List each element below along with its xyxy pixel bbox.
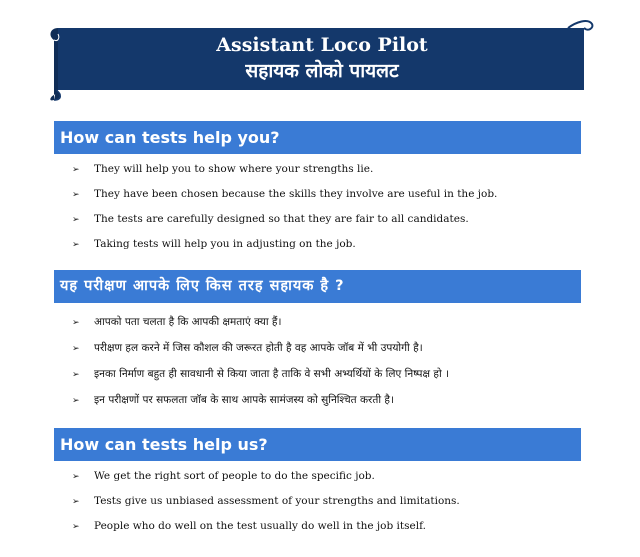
- list-item: ➢ People who do well on the test usually do well in the job itself.: [72, 514, 612, 539]
- section-list-help-you: [72, 157, 612, 257]
- section-list-help-you-hindi: [72, 309, 612, 413]
- section-header-help-you-hindi: यह परीक्षण आपके लिए किस तरह सहायक है ?: [54, 270, 581, 303]
- section-header-help-you: How can tests help you?: [54, 121, 581, 154]
- list-item: ➢ इनका निर्माण बहुत ही सावधानी से किया जाता है ताकि वे सभी अभ्यर्थियों के लिए निष्पक्ष हो ।: [72, 361, 612, 387]
- list-item: ➢ Tests give us unbiased assessment of your strengths and limitations.: [72, 489, 612, 514]
- arrow-bullet-icon: ➢: [72, 240, 80, 250]
- list-item: ➢ They will help you to show where your strengths lie.: [72, 157, 612, 182]
- list-item: ➢ They have been chosen because the skills they involve are useful in the job.: [72, 182, 612, 207]
- list-item: ➢ We get the right sort of people to do the specific job.: [72, 464, 612, 489]
- list-item: ➢ इन परीक्षणों पर सफलता जॉब के साथ आपके सामंजस्य को सुनिश्चित करती है।: [72, 387, 612, 413]
- arrow-bullet-icon: ➢: [72, 497, 80, 507]
- section-header-help-us: How can tests help us?: [54, 428, 581, 461]
- list-item: ➢ परीक्षण हल करने में जिस कौशल की जरूरत होती है वह आपके जॉब में भी उपयोगी है।: [72, 335, 612, 361]
- arrow-bullet-icon: ➢: [72, 472, 80, 482]
- page-subtitle-hindi: सहायक लोको पायलट: [245, 60, 399, 82]
- list-item: ➢ आपको पता चलता है कि आपकी क्षमताएं क्या हैं।: [72, 309, 612, 335]
- arrow-bullet-icon: ➢: [72, 522, 80, 532]
- page-title: Assistant Loco Pilot: [216, 34, 428, 56]
- arrow-bullet-icon: ➢: [72, 165, 80, 175]
- list-item: ➢ Taking tests will help you in adjusting on the job.: [72, 232, 612, 257]
- arrow-bullet-icon: ➢: [72, 370, 80, 380]
- arrow-bullet-icon: ➢: [72, 318, 80, 328]
- title-banner: [48, 20, 596, 103]
- arrow-bullet-icon: ➢: [72, 190, 80, 200]
- section-list-help-us: [72, 464, 612, 539]
- arrow-bullet-icon: ➢: [72, 215, 80, 225]
- arrow-bullet-icon: ➢: [72, 344, 80, 354]
- list-item: ➢ The tests are carefully designed so that they are fair to all candidates.: [72, 207, 612, 232]
- arrow-bullet-icon: ➢: [72, 396, 80, 406]
